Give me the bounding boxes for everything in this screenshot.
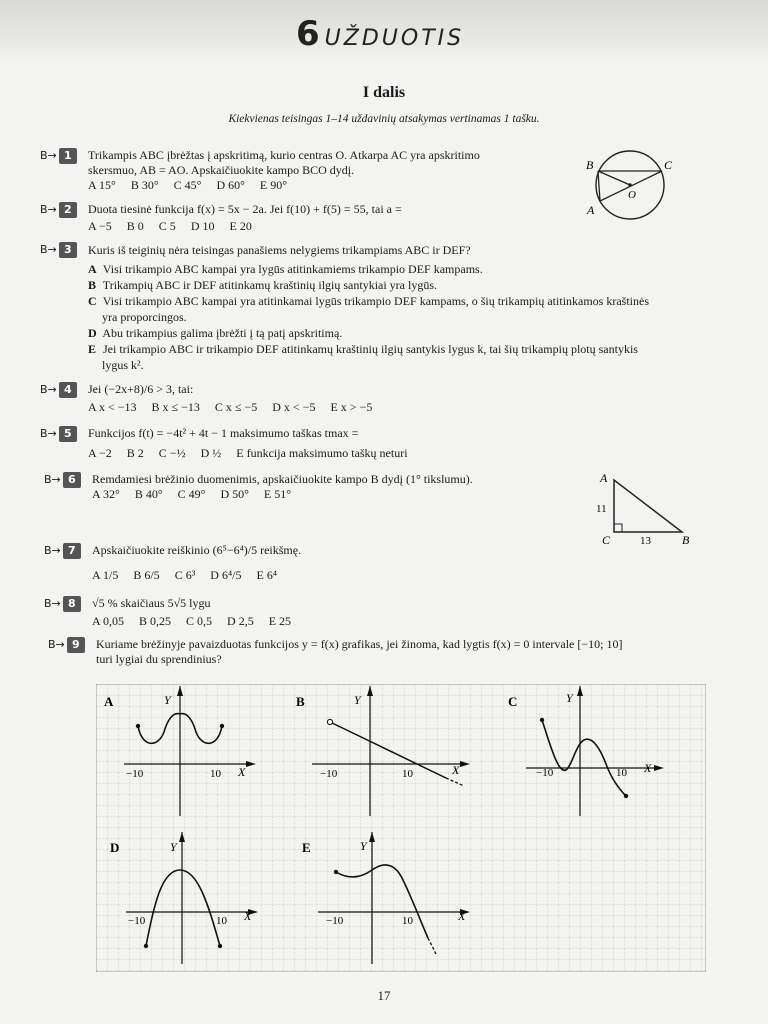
part-title: I dalis: [362, 84, 406, 101]
answer-option: E x > −5: [330, 400, 373, 414]
answer-option: C x ≤ −5: [214, 400, 258, 414]
answer-row: [88, 178, 568, 193]
answer-option: D 6⁴/5: [210, 568, 242, 582]
tick-neg: −10: [320, 768, 338, 780]
graph-grid: [96, 684, 706, 972]
tick-neg: −10: [536, 767, 554, 779]
y-axis-label: Y: [354, 693, 361, 707]
tick-neg: −10: [128, 915, 146, 927]
answer-option: C 0,5: [186, 614, 213, 628]
task-number: 4: [59, 382, 77, 398]
triangle-label-a: A: [600, 471, 608, 485]
answer-option: [88, 341, 720, 373]
panel-label-e: E: [302, 840, 311, 855]
answer-option: B 40°: [134, 487, 163, 501]
tick-pos: 10: [210, 768, 221, 780]
answer-row: [88, 219, 568, 234]
level-prefix: B→: [44, 544, 61, 557]
tick-pos: 10: [402, 915, 413, 927]
x-axis-label: X: [644, 761, 652, 775]
answer-row: [88, 446, 568, 461]
answer-option: C 5: [158, 219, 176, 233]
answer-option: E funkcija maksimumo taškų neturi: [236, 446, 408, 460]
section-word: UŽDUOTIS: [324, 26, 465, 51]
task-text: Kuris iš teiginių nėra teisingas panašiems nelygiems trikampiams ABC ir DEF?: [88, 243, 471, 257]
answer-option: D x < −5: [272, 400, 316, 414]
task-number: 2: [59, 202, 77, 218]
answer-option: E 25: [268, 614, 292, 628]
task-number: 7: [63, 543, 81, 559]
circle-label-b: B: [586, 158, 594, 172]
answer-option: [88, 277, 720, 293]
answer-row: [92, 487, 572, 502]
task-text: Jei (−2x+8)/6 > 3, tai:: [88, 382, 194, 396]
task-marker: [40, 148, 77, 164]
task-number: 9: [67, 637, 85, 653]
answer-option: B x ≤ −13: [151, 400, 200, 414]
task-text: Trikampis ABC įbrėžtas į apskritimą, kurio centras O. Atkarpa AC yra apskritimo: [88, 148, 480, 162]
circle-label-c: C: [664, 158, 673, 172]
option-text: Abu trikampius galima įbrėžti į tą patį apskritimą.: [102, 326, 343, 340]
panel-label-b: B: [296, 694, 305, 709]
answer-option: A 15°: [88, 178, 116, 192]
section-number: 6: [296, 14, 321, 54]
tick-neg: −10: [126, 768, 144, 780]
answer-option: B 0,25: [139, 614, 172, 628]
task-marker: [40, 202, 77, 218]
x-axis-label: X: [452, 763, 460, 777]
answer-option: C −½: [158, 446, 186, 460]
answer-option: D 60°: [216, 178, 245, 192]
task-text: skersmuo, AB = AO. Apskaičiuokite kampo BCO dydį.: [88, 163, 355, 177]
option-text: Trikampių ABC ir DEF atitinkamų kraštinių ilgių santykiai yra lygūs.: [102, 278, 438, 292]
option-letter: B: [88, 278, 97, 292]
task-number: 5: [59, 426, 77, 442]
task-marker: [40, 242, 77, 258]
tick-pos: 10: [402, 768, 413, 780]
x-axis-label: X: [458, 909, 466, 923]
task-number: 6: [63, 472, 81, 488]
answer-option: E 20: [229, 219, 252, 233]
page-number: 17: [377, 988, 391, 1003]
option-letter: C: [88, 294, 97, 308]
level-prefix: B→: [40, 243, 57, 256]
panel-label-c: C: [508, 694, 518, 709]
answer-option: C 6³: [174, 568, 196, 582]
tick-neg: −10: [326, 915, 344, 927]
answer-option: B 0: [126, 219, 144, 233]
answer-option: D 10: [190, 219, 215, 233]
level-prefix: B→: [44, 473, 61, 486]
answer-option: E 51°: [263, 487, 292, 501]
task-text: Funkcijos f(t) = −4t² + 4t − 1 maksimumo taškas tmax =: [88, 426, 359, 440]
answer-option: C 45°: [173, 178, 202, 192]
y-axis-label: Y: [566, 691, 573, 705]
triangle-label-c: C: [602, 533, 611, 547]
tick-pos: 10: [216, 915, 227, 927]
instruction: Kiekvienas teisingas 1–14 uždavinių atsakymas vertinamas 1 tašku.: [228, 113, 540, 125]
task-text: turi lygiai du sprendinius?: [96, 652, 222, 666]
panel-label-d: D: [110, 840, 120, 855]
answer-option: E 90°: [259, 178, 288, 192]
option-text: Visi trikampio ABC kampai yra lygūs atitinkamiems trikampio DEF kampams.: [102, 262, 483, 276]
answer-option: C 49°: [177, 487, 206, 501]
answer-row: [92, 568, 572, 583]
option-text: Jei trikampio ABC ir trikampio DEF atitinkamų kraštinių ilgių santykis lygus k, tai šių trikampių plotų santykis: [103, 342, 638, 356]
level-prefix: B→: [44, 597, 61, 610]
option-text: Visi trikampio ABC kampai yra atitinkamai lygūs trikampio DEF kampams, o šių trikampių atitinkamos kraštinės: [102, 294, 650, 308]
task-text: Apskaičiuokite reiškinio (6⁵−6⁴)/5 reikšmę.: [92, 543, 302, 557]
panel-label-a: A: [104, 694, 114, 709]
x-axis-label: X: [244, 909, 252, 923]
option-text-continued: lygus k².: [102, 358, 144, 372]
circle-label-o: O: [628, 189, 636, 201]
tick-pos: 10: [616, 767, 627, 779]
answer-option: D ½: [200, 446, 222, 460]
level-prefix: B→: [40, 427, 57, 440]
triangle-side-cb: 13: [640, 535, 651, 547]
option-text-continued: yra proporcingos.: [102, 310, 187, 324]
option-letter: E: [88, 342, 97, 356]
answer-option: B 2: [126, 446, 144, 460]
task-number: 3: [59, 242, 77, 258]
task-text: Duota tiesinė funkcija f(x) = 5x − 2a. Jei f(10) + f(5) = 55, tai a =: [88, 202, 402, 216]
answer-option: B 30°: [130, 178, 159, 192]
task-text: Kuriame brėžinyje pavaizduotas funkcijos y = f(x) grafikas, jei žinoma, kad lygtis f(x) = 0 intervale [−10; 10]: [96, 637, 623, 651]
section-header: [296, 14, 464, 54]
task-marker: [44, 472, 81, 488]
triangle-figure: [590, 470, 700, 550]
level-prefix: B→: [48, 638, 65, 651]
task-marker: [44, 543, 81, 559]
option-letter: A: [88, 262, 97, 276]
answer-option: A x < −13: [88, 400, 137, 414]
answer-option: B 6/5: [133, 568, 160, 582]
triangle-label-b: B: [682, 533, 690, 547]
task-text: √5 % skaičiaus 5√5 lygu: [92, 596, 211, 610]
answer-option: D 50°: [220, 487, 249, 501]
answer-option: A −2: [88, 446, 112, 460]
task-marker: [48, 637, 85, 653]
circle-figure: [578, 148, 688, 228]
answer-row: [88, 400, 568, 415]
answer-option: A −5: [88, 219, 112, 233]
answer-option: [88, 325, 720, 341]
y-axis-label: Y: [164, 693, 171, 707]
answer-option: D 2,5: [227, 614, 254, 628]
task-text: Remdamiesi brėžinio duomenimis, apskaičiuokite kampo B dydį (1° tikslumu).: [92, 472, 473, 486]
task-marker: [40, 426, 77, 442]
answer-option: [88, 293, 720, 325]
y-axis-label: Y: [170, 840, 177, 854]
level-prefix: B→: [40, 203, 57, 216]
answer-option: A 1/5: [92, 568, 119, 582]
answer-row: [92, 614, 572, 629]
answer-option: E 6⁴: [256, 568, 277, 582]
task-number: 8: [63, 596, 81, 612]
level-prefix: B→: [40, 149, 57, 162]
level-prefix: B→: [40, 383, 57, 396]
x-axis-label: X: [238, 765, 246, 779]
answer-option: A 0,05: [92, 614, 125, 628]
task-marker: [44, 596, 81, 612]
option-letter: D: [88, 326, 97, 340]
task-number: 1: [59, 148, 77, 164]
task-marker: [40, 382, 77, 398]
circle-label-a: A: [587, 203, 595, 217]
answer-option: A 32°: [92, 487, 120, 501]
triangle-side-ac: 11: [596, 503, 607, 515]
answer-option: [88, 261, 720, 277]
y-axis-label: Y: [360, 839, 367, 853]
